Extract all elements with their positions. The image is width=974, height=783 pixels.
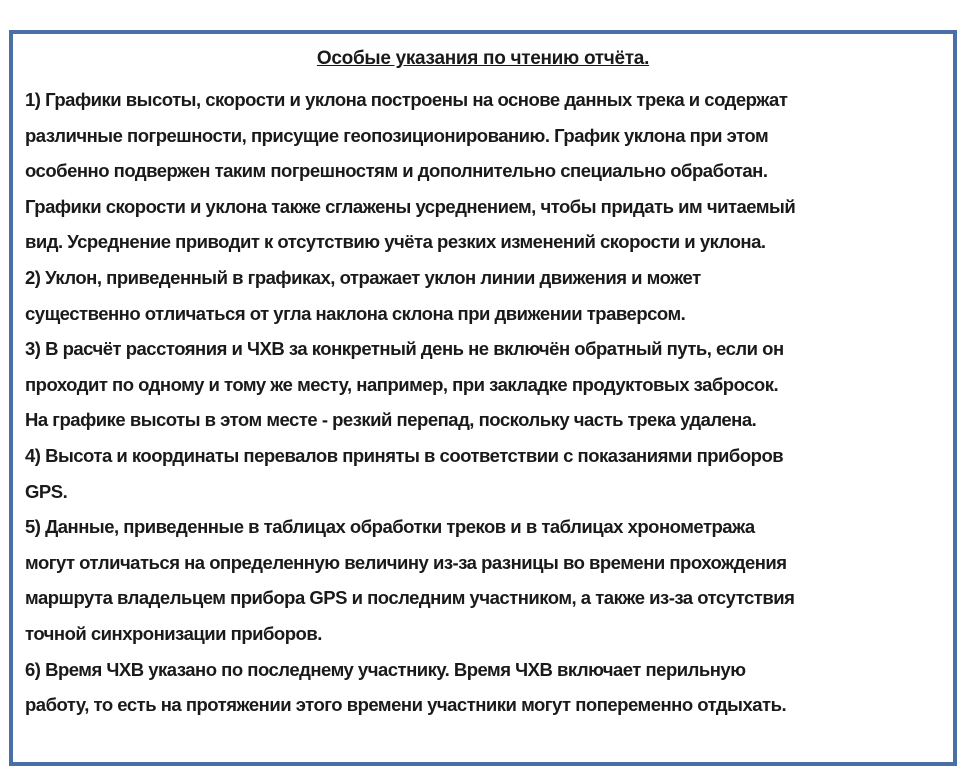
text-line: особенно подвержен таким погрешностям и дополнительно специально обработан. <box>25 160 768 182</box>
text-line: маршрута владельцем прибора GPS и последним участником, а также из-за отсутствия <box>25 587 795 609</box>
notes-box <box>9 30 957 766</box>
text-line: 6) Время ЧХВ указано по последнему участнику. Время ЧХВ включает перильную <box>25 658 746 680</box>
notes-body <box>25 82 947 723</box>
text-line: На графике высоты в этом месте - резкий перепад, поскольку часть трека удалена. <box>25 409 757 431</box>
text-line: работу, то есть на протяжении этого времени участники могут попеременно отдыхать. <box>25 694 787 716</box>
text-line: GPS. <box>25 480 68 502</box>
text-line: 3) В расчёт расстояния и ЧХВ за конкретный день не включён обратный путь, если он <box>25 338 784 360</box>
text-line: 1) Графики высоты, скорости и уклона построены на основе данных трека и содержат <box>25 89 788 110</box>
text-line: 4) Высота и координаты перевалов приняты в соответствии с показаниями приборов <box>25 444 784 466</box>
text-line: 2) Уклон, приведенный в графиках, отражает уклон линии движения и может <box>25 266 701 288</box>
text-line: Графики скорости и уклона также сглажены усреднением, чтобы придать им читаемый <box>25 195 796 217</box>
text-line: проходит по одному и тому же месту, например, при закладке продуктовых забросок. <box>25 373 779 395</box>
notes-title: Особые указания по чтению отчёта. <box>316 48 650 69</box>
text-line: различные погрешности, присущие геопозиционированию. График уклона при этом <box>25 124 769 146</box>
text-line: могут отличаться на определенную величину из-за разницы во времени прохождения <box>25 551 787 573</box>
text-line: вид. Усреднение приводит к отсутствию учёта резких изменений скорости и уклона. <box>25 231 766 253</box>
text-line: точной синхронизации приборов. <box>25 622 322 644</box>
text-line: 5) Данные, приведенные в таблицах обработки треков и в таблицах хронометража <box>25 516 755 538</box>
text-line: существенно отличаться от угла наклона склона при движении траверсом. <box>25 302 686 324</box>
